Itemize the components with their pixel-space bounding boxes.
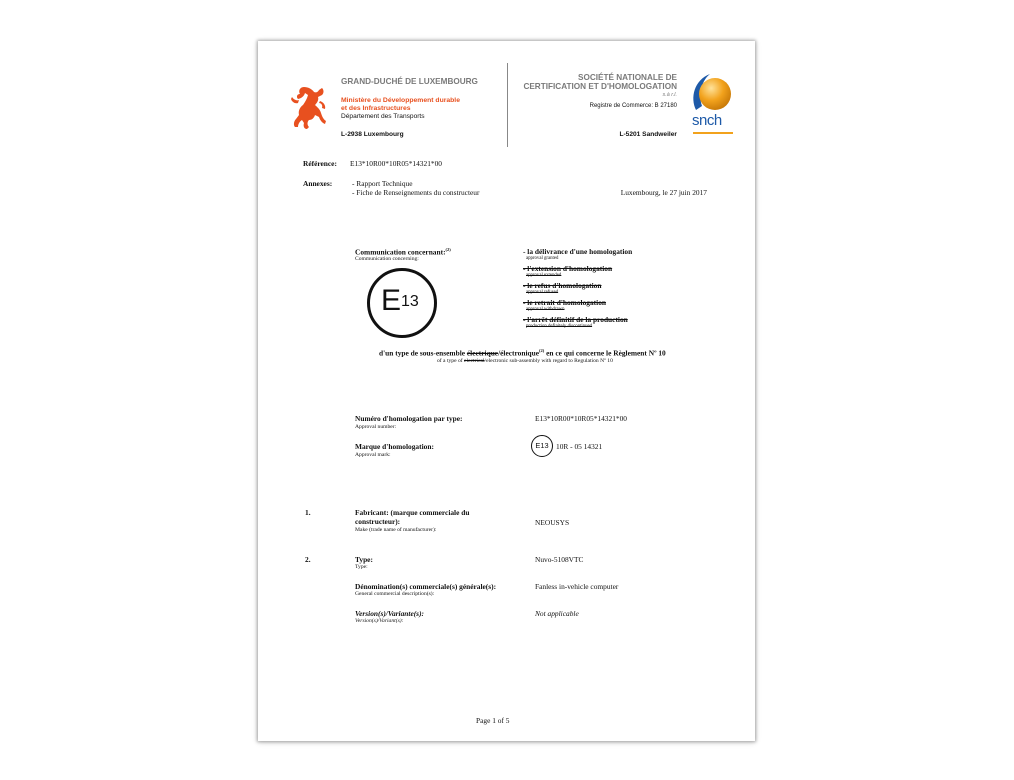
commercial-description-value: Fanless in-vehicle computer (535, 582, 619, 591)
item-number: 1. (305, 508, 311, 517)
reference-label: Référence: (303, 159, 337, 168)
option-approval-withdrawn-en: approval withdrawn (526, 307, 565, 312)
option-production-discontinued-en: production definitely discontinued (526, 324, 593, 329)
type-sublabel: Type: (355, 564, 368, 570)
document-date: Luxembourg, le 27 juin 2017 (620, 188, 707, 197)
approval-mark-label: Marque d'homologation: (355, 442, 434, 451)
option-approval-granted-en: approval granted (526, 256, 559, 261)
header-right-address: L-5201 Sandweiler (619, 131, 677, 138)
type-line-en: of a type of electrical/electronic sub-assembly with regard to Regulation Nº 10 (437, 358, 613, 364)
version-sublabel: Version(s)/Variant(s): (355, 618, 404, 624)
commercial-description-label: Dénomination(s) commerciale(s) générale(s): (355, 582, 497, 591)
version-value: Not applicable (535, 609, 579, 618)
approval-mark-circle-icon: E13 (531, 435, 553, 457)
commercial-description-sublabel: General commercial description(s): (355, 591, 435, 597)
option-approval-extended-en: approval extended (526, 273, 562, 278)
snch-sphere-icon (690, 70, 736, 118)
header-ministry-line2: et des Infrastructures (341, 105, 411, 112)
reference-value: E13*10R00*10R05*14321*00 (350, 159, 442, 168)
header-register: Registre de Commerce: B 27180 (589, 103, 677, 109)
header-left-address: L-2938 Luxembourg (341, 131, 404, 138)
option-approval-refused: - le refus d'homologation (523, 281, 602, 290)
approval-number-value: E13*10R00*10R05*14321*00 (535, 414, 627, 423)
page-number: Page 1 of 5 (476, 716, 510, 725)
option-approval-extended: - l'extension d'homologation (523, 264, 613, 273)
header-country: GRAND-DUCHÉ DE LUXEMBOURG (341, 77, 478, 86)
approval-mark-sublabel: Approval mark: (355, 452, 391, 458)
header-department: Département des Transports (341, 113, 425, 120)
manufacturer-value: NEOUSYS (535, 518, 570, 527)
e13-mark-number: 13 (401, 293, 419, 310)
communication-sublabel: Communication concerning: (355, 256, 419, 262)
version-label: Version(s)/Variante(s): (355, 609, 424, 618)
manufacturer-label-line1: Fabricant: (marque commerciale du (355, 508, 470, 517)
document-page (258, 41, 755, 741)
header-org-line1: SOCIÉTÉ NATIONALE DE (577, 73, 677, 82)
annex-item: - Fiche de Renseignements du constructeur (352, 188, 480, 197)
type-label: Type: (355, 555, 373, 564)
luxembourg-lion-logo (290, 83, 328, 131)
header-divider (507, 63, 508, 147)
option-approval-withdrawn: - le retrait d'homologation (523, 298, 606, 307)
item-number: 2. (305, 555, 311, 564)
communication-label: Communication concernant:$^{(2)}$ (355, 247, 451, 257)
option-production-discontinued: - l'arrêt définitif de la production (523, 315, 628, 324)
annex-item: - Rapport Technique (352, 179, 413, 188)
snch-logo-underline (693, 132, 733, 134)
type-line-fr: d'un type de sous-ensemble électrique/électronique$^{(2)}$ en ce qui concerne le Règlement Nº 10 (379, 348, 666, 358)
approval-mark-value: 10R - 05 14321 (556, 442, 603, 451)
approval-number-label: Numéro d'homologation par type: (355, 414, 463, 423)
manufacturer-sublabel: Make (trade name of manufacturer): (355, 527, 437, 533)
approval-number-sublabel: Approval number: (355, 424, 397, 430)
option-approval-refused-en: approval refused (526, 290, 559, 295)
e13-mark-icon (367, 268, 437, 338)
header-legal-form: s.à r.l. (662, 92, 677, 98)
snch-logo (690, 70, 736, 134)
type-value: Nuvo-5108VTC (535, 555, 584, 564)
annexes-label: Annexes: (303, 179, 333, 188)
snch-logo-text: snch (692, 112, 722, 129)
manufacturer-label-line2: constructeur): (355, 517, 401, 526)
header-ministry-line1: Ministère du Développement durable (341, 97, 460, 104)
option-approval-granted: - la délivrance d'une homologation (523, 247, 633, 256)
e13-mark-letter: E (381, 284, 402, 317)
header-org-line2: CERTIFICATION ET D'HOMOLOGATION (523, 82, 677, 91)
